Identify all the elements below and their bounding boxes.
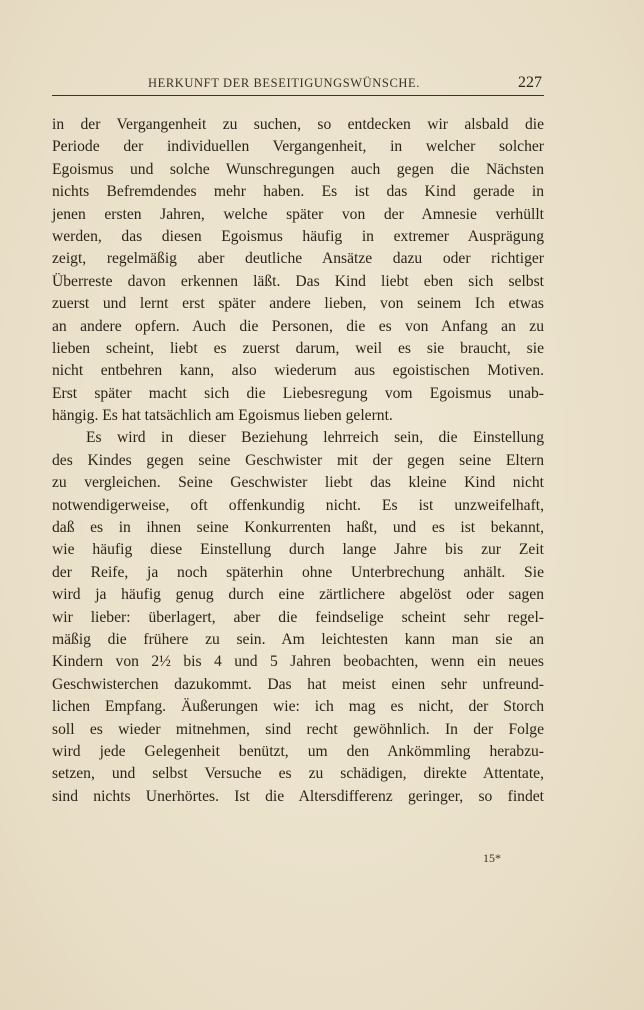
text-line: der Reife, ja noch späterhin ohne Unterbrechung anhält. Sie: [52, 563, 544, 581]
running-head-title: HERKUNFT DER BESEITIGUNGSWÜNSCHE.: [148, 76, 421, 90]
text-line: daß es in ihnen seine Konkurrenten haßt, und es ist bekannt,: [52, 519, 544, 537]
text-line: Egoismus und solche Wunschregungen auch gegen die Nächsten: [52, 160, 544, 178]
text-line: in der Vergangenheit zu suchen, so entdecken wir alsbald die: [52, 116, 544, 133]
running-head: [52, 74, 544, 94]
text-line: Periode der individuellen Vergangenheit, in welcher solcher: [52, 138, 544, 156]
text-line: zu vergleichen. Seine Geschwister liebt das kleine Kind nicht: [52, 474, 544, 492]
text-line: an andere opfern. Auch die Personen, die es von Anfang an zu: [52, 317, 544, 335]
text-line: lieben scheint, liebt es zuerst darum, weil es sie braucht, sie: [52, 339, 544, 357]
text-line: mäßig die frühere zu sein. Am leichtesten kann man sie an: [52, 630, 544, 648]
text-line: wie häufig diese Einstellung durch lange Jahre bis zur Zeit: [52, 541, 544, 559]
text-line: nichts Befremdendes mehr haben. Es ist das Kind gerade in: [52, 183, 544, 201]
page-number: 227: [518, 74, 542, 91]
text-line: Erst später macht sich die Liebesregung vom Egoismus unab-: [52, 384, 544, 402]
text-line: Geschwisterchen dazukommt. Das hat meist einen sehr unfreund-: [52, 675, 544, 693]
text-line: sind nichts Unerhörtes. Ist die Altersdifferenz geringer, so findet: [52, 787, 544, 805]
text-line: notwendigerweise, oft offenkundig nicht. Es ist unzweifelhaft,: [52, 496, 544, 514]
text-line: soll es wieder mitnehmen, sind recht gewöhnlich. In der Folge: [52, 720, 544, 738]
text-line: nicht entbehren kann, also wiederum aus egoistischen Motiven.: [52, 362, 544, 380]
header-rule: [52, 95, 544, 96]
text-line: hängig. Es hat tatsächlich am Egoismus lieben gelernt.: [52, 407, 393, 425]
text-line: lichen Empfang. Äußerungen wie: ich mag es nicht, der Storch: [52, 698, 544, 716]
text-line: Es wird in dieser Beziehung lehrreich sein, die Einstellung: [86, 429, 544, 447]
text-line: zeigt, regelmäßig aber deutliche Ansätze dazu oder richtiger: [52, 250, 544, 268]
text-line: wird jede Gelegenheit benützt, um den Ankömmling herabzu-: [52, 742, 544, 760]
text-line: Überreste davon erkennen läßt. Das Kind liebt eben sich selbst: [52, 272, 544, 290]
text-line: jenen ersten Jahren, welche später von der Amnesie verhüllt: [52, 205, 544, 223]
text-line: setzen, und selbst Versuche es zu schädigen, direkte Attentate,: [52, 765, 544, 783]
text-line: wird ja häufig genug durch eine zärtlichere abgelöst oder sagen: [52, 586, 544, 604]
text-line: des Kindes gegen seine Geschwister mit der gegen seine Eltern: [52, 451, 544, 469]
body-text: [52, 114, 544, 808]
text-line: wir lieber: überlagert, aber die feindselige scheint sehr regel-: [52, 608, 544, 626]
text-line: Kindern von 2½ bis 4 und 5 Jahren beobachten, wenn ein neues: [52, 653, 544, 671]
text-line: zuerst und lernt erst später andere lieben, von seinem Ich etwas: [52, 295, 544, 313]
signature-mark: 15*: [483, 851, 501, 865]
text-line: werden, das diesen Egoismus häufig in extremer Ausprägung: [52, 227, 544, 245]
